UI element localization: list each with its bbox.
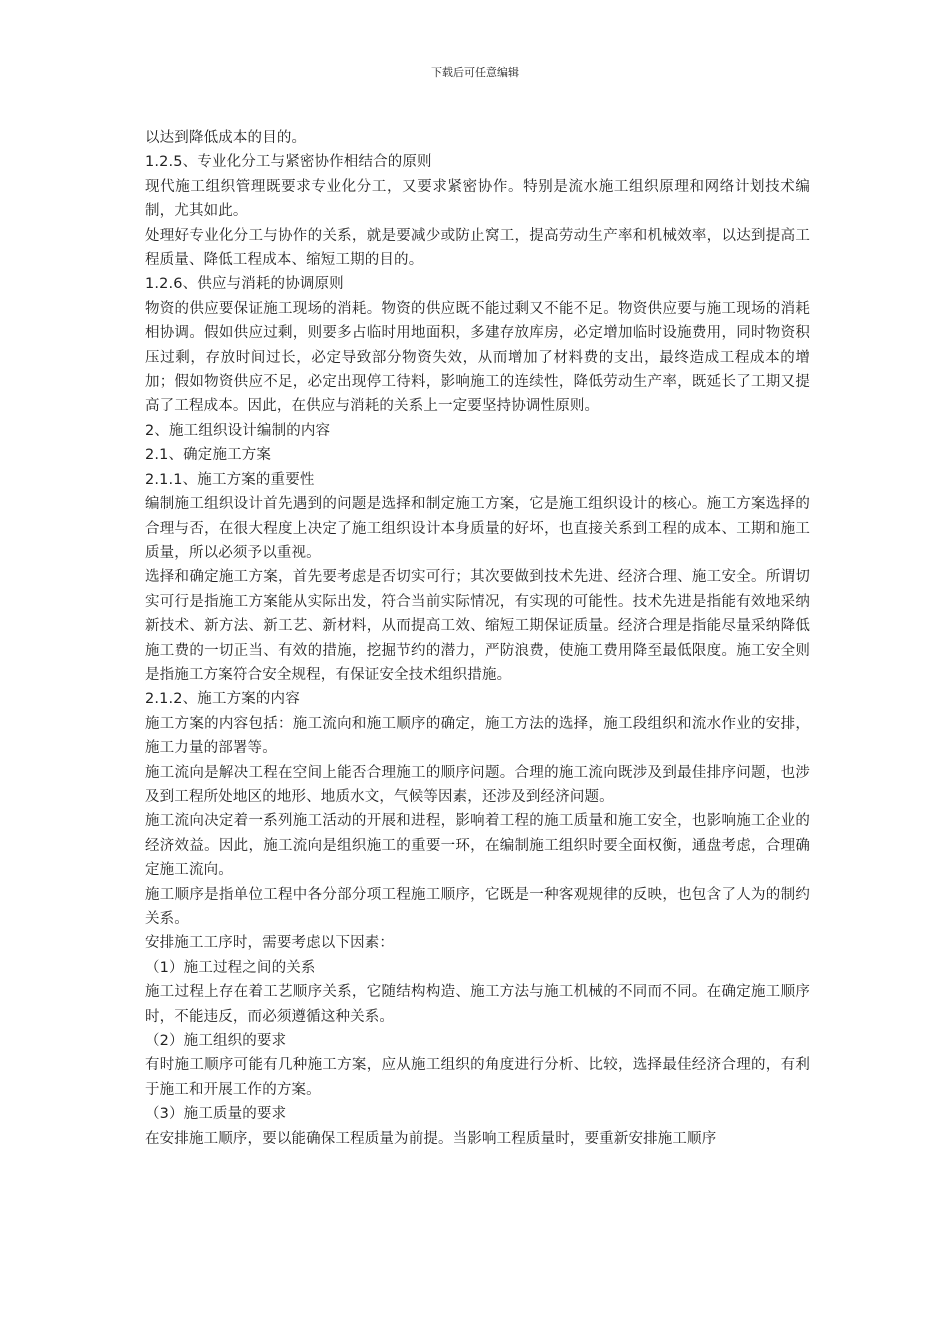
section-heading: 1.2.6、供应与消耗的协调原则 bbox=[145, 276, 344, 293]
body-paragraph: 施工流向决定着一系列施工活动的开展和进程，影响着工程的施工质量和施工安全，也影响施工企业的经济效益。因此，施工流向是组织施工的重要一环，在编制施工组织时要全面权衡，通盘考虑，合理确定施工流向。 bbox=[145, 813, 810, 879]
section-heading: 2.1.2、施工方案的内容 bbox=[145, 691, 300, 708]
body-paragraph: 以达到降低成本的目的。 bbox=[145, 130, 307, 146]
section-heading: 1.2.5、专业化分工与紧密协作相结合的原则 bbox=[145, 154, 432, 171]
section-heading: （1）施工过程之间的关系 bbox=[145, 959, 316, 976]
body-paragraph: 施工过程上存在着工艺顺序关系，它随结构构造、施工方法与施工机械的不同而不同。在确定施工顺序时，不能违反，而必须遵循这种关系。 bbox=[145, 984, 810, 1025]
body-paragraph: 现代施工组织管理既要求专业化分工，又要求紧密协作。特别是流水施工组织原理和网络计划技术编制，尤其如此。 bbox=[145, 178, 810, 220]
section-heading: （2）施工组织的要求 bbox=[145, 1033, 287, 1050]
section-heading: 2.1、确定施工方案 bbox=[145, 447, 272, 464]
body-paragraph: 施工顺序是指单位工程中各分部分项工程施工顺序，它既是一种客观规律的反映，也包含了人为的制约关系。 bbox=[145, 886, 810, 927]
body-paragraph: 选择和确定施工方案，首先要考虑是否切实可行；其次要做到技术先进、经济合理、施工安全。所谓切实可行是指施工方案能从实际出发，符合当前实际情况，有实现的可能性。技术先进是指能有效地采纳新技术、新方法、新工艺、新材料，从而提高工效、缩短工期保证质量。经济合理是指能尽量采纳降低施工费的一切正当、有效的措施，挖掘节约的潜力，严防浪费，使施工费用降至最低限度。施工安全则是指施工方案符合安全规程，有保证安全技术组织措施。 bbox=[145, 569, 810, 683]
body-paragraph: 处理好专业化分工与协作的关系，就是要减少或防止窝工，提高劳动生产率和机械效率，以达到提高工程质量、降低工程成本、缩短工期的目的。 bbox=[145, 227, 810, 269]
section-heading: 2、施工组织设计编制的内容 bbox=[145, 422, 331, 439]
body-paragraph: 编制施工组织设计首先遇到的问题是选择和制定施工方案，它是施工组织设计的核心。施工方案选择的合理与否，在很大程度上决定了施工组织设计本身质量的好坏，也直接关系到工程的成本、工期和施工质量，所以必须予以重视。 bbox=[145, 496, 810, 561]
section-heading: 2.1.1、施工方案的重要性 bbox=[145, 471, 315, 488]
body-paragraph: 施工方案的内容包括：施工流向和施工顺序的确定，施工方法的选择，施工段组织和流水作业的安排，施工力量的部署等。 bbox=[145, 715, 810, 757]
section-heading: （3）施工质量的要求 bbox=[145, 1106, 287, 1123]
body-paragraph: 物资的供应要保证施工现场的消耗。物资的供应既不能过剩又不能不足。物资供应要与施工现场的消耗相协调。假如供应过剩，则要多占临时用地面积，多建存放库房，必定增加临时设施费用，同时物资积压过剩，存放时间过长，必定导致部分物资失效，从而增加了材料费的支出，最终造成工程成本的增加；假如物资供应不足，必定出现停工待料，影响施工的连续性，降低劳动生产率，既延长了工期又提高了工程成本。因此，在供应与消耗的关系上一定要坚持协调性原则。 bbox=[145, 300, 810, 415]
page-header: 下载后可任意编辑 bbox=[431, 66, 519, 79]
body-paragraph: 在安排施工顺序，要以能确保工程质量为前提。当影响工程质量时，要重新安排施工顺序 bbox=[145, 1130, 717, 1147]
body-paragraph: 施工流向是解决工程在空间上能否合理施工的顺序问题。合理的施工流向既涉及到最佳排序问题，也涉及到工程所处地区的地形、地质水文，气候等因素，还涉及到经济问题。 bbox=[145, 764, 810, 805]
document-body bbox=[145, 126, 810, 1151]
body-paragraph: 安排施工工序时，需要考虑以下因素： bbox=[145, 935, 395, 952]
body-paragraph: 有时施工顺序可能有几种施工方案，应从施工组织的角度进行分析、比较，选择最佳经济合理的，有利于施工和开展工作的方案。 bbox=[145, 1057, 810, 1098]
